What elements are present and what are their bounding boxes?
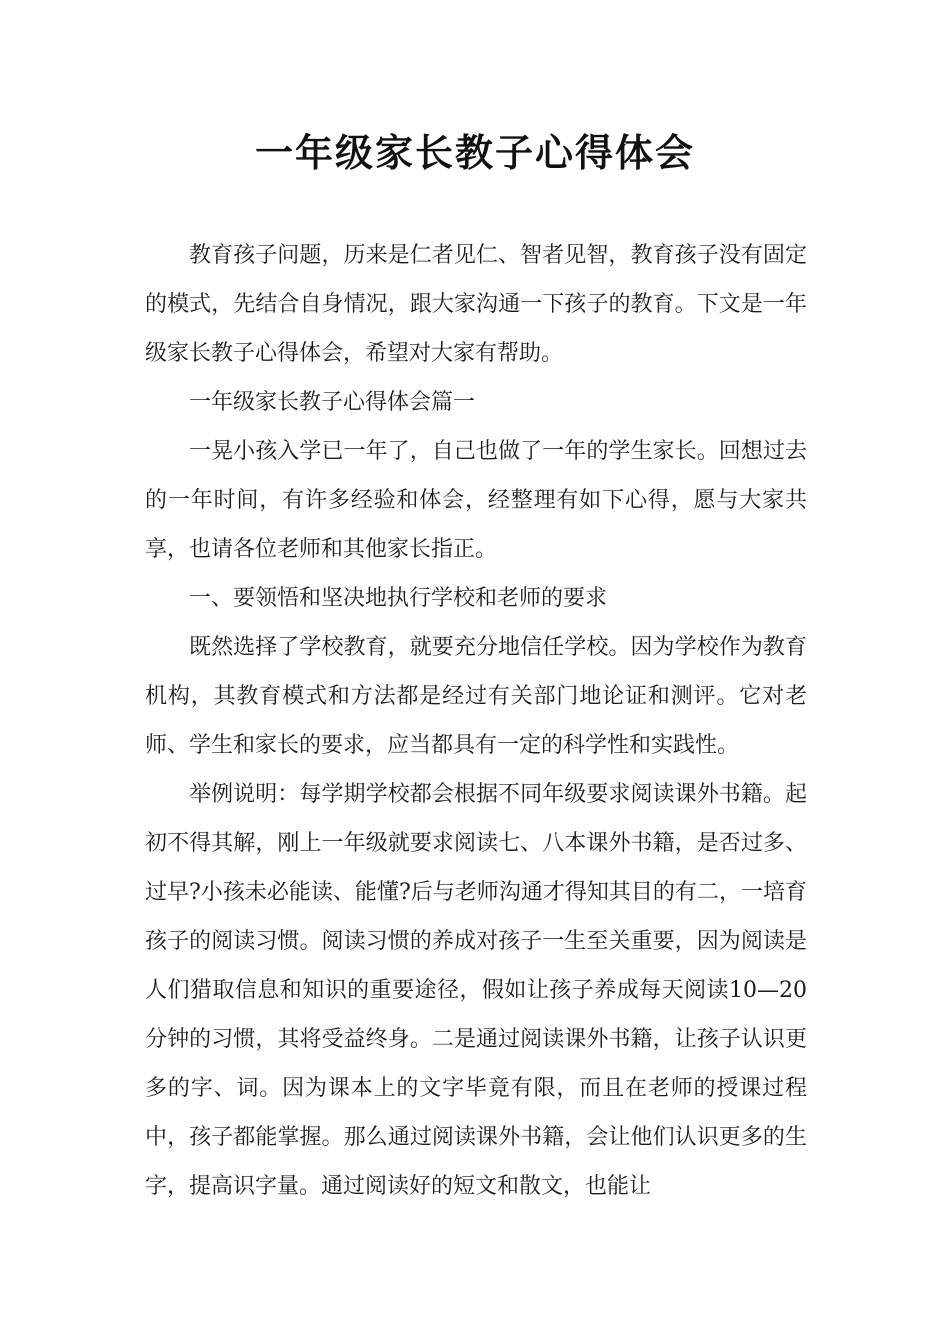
paragraph-trust-school: 既然选择了学校教育，就要充分地信任学校。因为学校作为教育机构，其教育模式和方法都是经过有关部门地论证和测评。它对老师、学生和家长的要求，应当都具有一定的科学性和实践性。 [145, 635, 807, 758]
paragraph-opening: 一晃小孩入学已一年了，自己也做了一年的学生家长。回想过去的一年时间，有许多经验和体会，经整理有如下心得，愿与大家共享，也请各位老师和其他家长指正。 [145, 439, 807, 562]
section-heading-part-one: 一年级家长教子心得体会篇一 [189, 390, 476, 415]
document-title: 一年级家长教子心得体会 [254, 131, 695, 175]
paragraph-intro: 教育孩子问题，历来是仁者见仁、智者见智，教育孩子没有固定的模式，先结合自身情况，跟大家沟通一下孩子的教育。下文是一年级家长教子心得体会，希望对大家有帮助。 [145, 243, 807, 366]
paragraph-example: 举例说明：每学期学校都会根据不同年级要求阅读课外书籍。起初不得其解，刚上一年级就要求阅读七、八本课外书籍，是否过多、过早?小孩未必能读、能懂?后与老师沟通才得知其目的有二，一培育孩子的阅读习惯。阅读习惯的养成对孩子一生至关重要，因为阅读是人们猎取信息和知识的重要途径，假如让孩子养成每天阅读10—20分钟的习惯，其将受益终身。二是通过阅读课外书籍，让孩子认识更多的字、词。因为课本上的文字毕竟有限，而且在老师的授课过程中，孩子都能掌握。那么通过阅读课外书籍，会让他们认识更多的生字，提高识字量。通过阅读好的短文和散文，也能让 [145, 782, 807, 1199]
document-body [145, 231, 807, 1211]
point-heading-one: 一、要领悟和坚决地执行学校和老师的要求 [189, 586, 608, 611]
